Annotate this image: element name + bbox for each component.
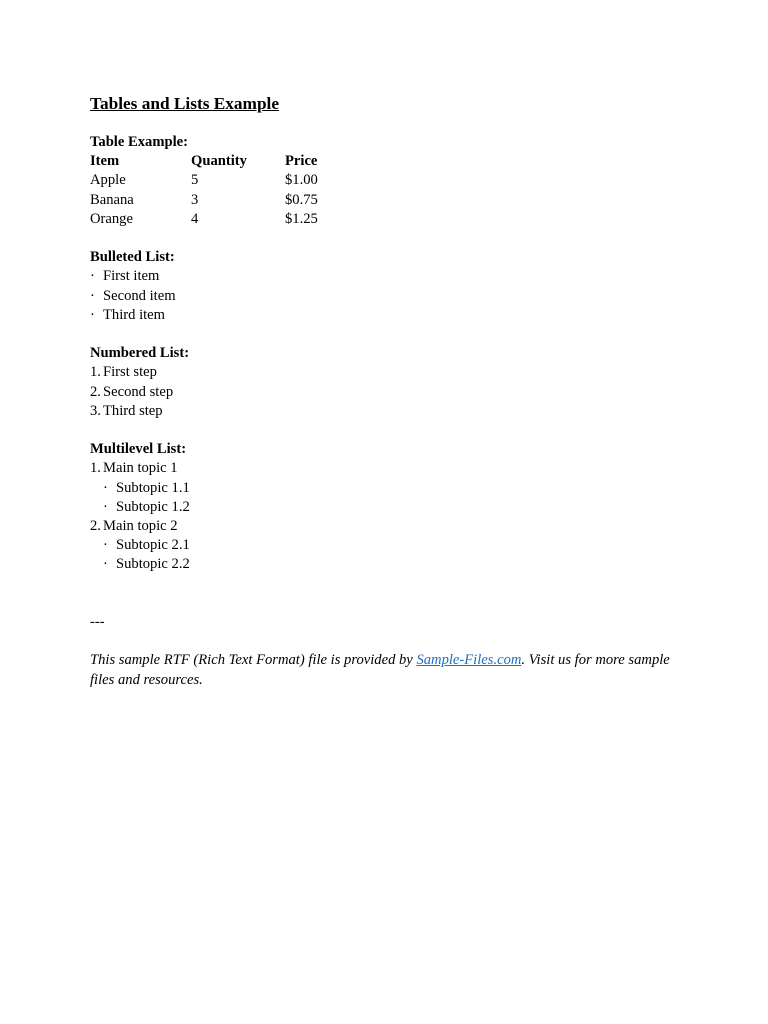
- list-item-text: Third step: [103, 402, 163, 419]
- table-cell-quantity: 5: [191, 172, 199, 189]
- list-subitem-text: Subtopic 2.2: [116, 556, 190, 573]
- table-heading: Table Example:: [90, 134, 188, 150]
- bullet-icon: ·: [103, 537, 108, 554]
- footer-note: [90, 651, 680, 689]
- list-number: 1.: [90, 460, 101, 477]
- column-header-quantity: Quantity: [191, 153, 247, 170]
- document-title: Tables and Lists Example: [90, 94, 280, 113]
- table-cell-price: $1.25: [285, 210, 318, 227]
- bullet-icon: ·: [90, 287, 95, 304]
- list-item-text: Second item: [103, 287, 176, 304]
- table-cell-item: Banana: [90, 191, 134, 208]
- bullet-icon: ·: [90, 306, 95, 323]
- table-row: [90, 210, 680, 229]
- table-row: [90, 171, 680, 190]
- column-header-item: Item: [90, 153, 120, 170]
- list-item-text: Third item: [103, 306, 166, 323]
- list-subitem: [90, 479, 680, 498]
- column-header-price: Price: [285, 153, 318, 170]
- spacer: [90, 229, 680, 248]
- list-item: [90, 383, 680, 402]
- table-cell-item: Orange: [90, 210, 133, 227]
- footer-text-after: . Visit us for more sample files and resources.: [90, 652, 670, 688]
- list-item: [90, 459, 680, 478]
- document-page: [90, 92, 680, 690]
- list-item-text: Main topic 2: [103, 518, 178, 535]
- footer-text-before: This sample RTF (Rich Text Format) file is provided by: [90, 652, 417, 669]
- list-item-text: First step: [103, 364, 157, 381]
- bullet-icon: ·: [103, 556, 108, 573]
- list-number: 1.: [90, 364, 101, 381]
- table-cell-item: Apple: [90, 172, 126, 189]
- list-subitem: [90, 555, 680, 574]
- spacer: [90, 575, 680, 613]
- numbered-list-heading: Numbered List:: [90, 345, 190, 362]
- list-item-text: Main topic 1: [103, 460, 178, 477]
- list-item: [90, 287, 680, 306]
- table-cell-price: $0.75: [285, 191, 318, 208]
- list-item-text: First item: [103, 268, 160, 285]
- list-subitem-text: Subtopic 1.1: [116, 479, 190, 496]
- footer-separator: ---: [90, 614, 105, 631]
- list-subitem: [90, 536, 680, 555]
- list-number: 2.: [90, 383, 101, 400]
- list-item: [90, 363, 680, 382]
- bullet-icon: ·: [103, 479, 108, 496]
- sample-files-link[interactable]: Sample-Files.com: [416, 652, 522, 669]
- list-subitem-text: Subtopic 1.2: [116, 498, 190, 515]
- list-number: 2.: [90, 518, 101, 535]
- list-item: [90, 402, 680, 421]
- bulleted-list-heading: Bulleted List:: [90, 249, 175, 266]
- bullet-icon: ·: [90, 268, 95, 285]
- list-item: [90, 306, 680, 325]
- table-row: [90, 191, 680, 210]
- multilevel-list-heading: Multilevel List:: [90, 441, 187, 458]
- table-cell-quantity: 4: [191, 210, 199, 227]
- list-number: 3.: [90, 402, 101, 419]
- table-cell-price: $1.00: [285, 172, 318, 189]
- list-item: [90, 267, 680, 286]
- spacer: [90, 421, 680, 440]
- spacer: [90, 632, 680, 651]
- list-subitem-text: Subtopic 2.1: [116, 537, 190, 554]
- table-cell-quantity: 3: [191, 191, 199, 208]
- list-item: [90, 517, 680, 536]
- list-item-text: Second step: [103, 383, 174, 400]
- list-subitem: [90, 498, 680, 517]
- table-header-row: [90, 152, 680, 171]
- bullet-icon: ·: [103, 498, 108, 515]
- spacer: [90, 325, 680, 344]
